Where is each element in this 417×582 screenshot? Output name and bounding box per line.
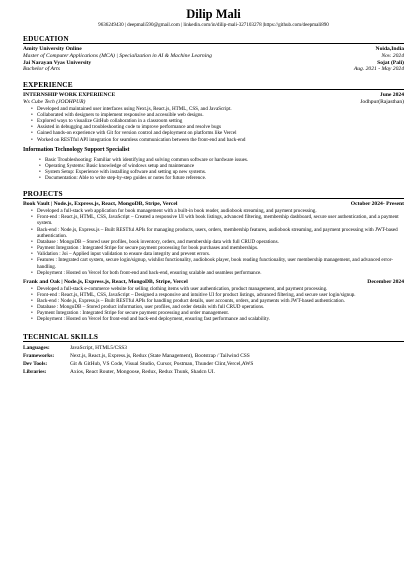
school-name: Amity University Online [23,46,82,52]
experience-heading: EXPERIENCE [23,80,73,90]
internship-date: June 2024 [379,92,404,99]
list-item: • Developed a full-stack e-commerce website for selling clothing items with user authentication, product management, and payment processing. [37,286,404,292]
list-item: • Operating Systems: Basic knowledge of windows setup and maintenance [45,163,404,169]
skill-label: Languages: [23,344,50,351]
list-item: • Payment Integration : Integrated Stripe for secure payment processing and order management. [37,310,404,316]
list-item: • Collaborated with designers to implement responsive and accessible web designs. [37,112,404,118]
list-item: • Documentation: Able to write step-by-step guides or notes for future reference. [45,175,404,181]
list-item: • Assisted in debugging and troubleshooting code to improve performance and resolve bugs [37,124,404,130]
support-heading: Information Technology Support Specialist [23,146,130,153]
school-location: Noida,India [375,46,404,52]
degree: Master of Computer Applications (MCA) | Specialization in AI & Machine Learning [23,52,212,59]
list-item: • Validation : Joi – Applied input validation to ensure data integrity and prevent errors. [37,251,404,257]
list-item: • Deployment : Hosted on Vercel for front-end and back-end deployment, ensuring fast performance and scalability. [37,316,404,322]
skill-value: Next.js, React.js, Express.js, Redux (State Management), Bootstrap / Tailwind CSS [70,352,250,359]
list-item: • Basic Troubleshooting: Familiar with identifying and solving common software or hardware issues. [45,157,404,163]
internship-bullets [23,106,404,143]
section-divider [23,198,404,199]
project-bullets [23,208,404,276]
skills-heading: TECHNICAL SKILLS [23,331,99,341]
skill-value: JavaScript, HTML5/CSS3 [70,344,127,351]
list-item: • Front-end : React.js, HTML, CSS, JavaScript – Created a responsive UI with book listings, advanced filtering, membership dashboard, secure user authentication, and a payment system. [37,214,404,226]
project-title: Frank and Oak | Node.js, Express.js, React, MongoDB, Stripe, Vercel [23,278,188,285]
list-item: • Developed a full-stack web application for book management with a built-in book reader, audiobook streaming, and payment processing. [37,208,404,214]
list-item: • Worked on RESTful API integration for seamless communication between the front-end and back-end [37,137,404,143]
list-item: • System Setup: Experience with installing software and setting up new systems. [45,169,404,175]
education-entry [23,60,404,74]
education-entry [23,46,404,60]
education-date: Aug. 2021 - May 2024 [353,66,404,73]
company-name: Ws Cube Tech (JODHPUR) [23,98,86,105]
project-title: Book Vault | Node.js, Express.js, React, MongoDB, Stripe, Vercel [23,201,178,208]
section-divider [23,341,404,342]
company-location: Jodhpur(Rajasthan) [360,98,404,105]
project-date: October 2024- Present [350,201,404,208]
school-location: Sojat (Pali) [377,59,404,66]
skill-label: Frameworks: [23,352,55,359]
skill-value: Axios, React Router, Mongoose, Redux, Redux Thunk, Shadcn UI. [70,368,215,375]
contact-line: 9636249430 | deepmali590@gmail.com | linkedin.com/in/dilip-mali-327103278 |https://github.com/deepmali890 [98,22,329,28]
education-date: Nov. 2024 [381,52,404,59]
project-bullets [23,286,404,323]
internship-heading: INTERNSHIP WORK EXPERIENCE [23,92,116,99]
list-item: • Features : Integrated cart system, secure login/signup, wishlist functionality, audiobook player, book reading functionality, user membership management, and advanced error-handling. [37,257,404,269]
projects-heading: PROJECTS [23,189,63,199]
skill-label: Libraries: [23,368,47,375]
list-item: • Database : MongoDB – Stored user profiles, book inventory, orders, and membership data with full CRUD operations. [37,239,404,245]
section-divider [23,43,404,44]
list-item: • Explored ways to visualize GitHub collaboration in a classroom setting [37,118,404,124]
list-item: • Front-end : React.js, HTML, CSS, JavaScript – Designed a responsive and intuitive UI for product listings, advanced filtering, and secure user login/signup. [37,292,404,298]
list-item: • Developed and maintained user interfaces using Next.js, React.js, HTML, CSS, and JavaScript. [37,106,404,112]
section-divider [23,89,404,90]
skill-value: Git & GitHub, VS Code, Visual Studio, Cursor, Postman, Thunder Clint,Vercel,AWS [70,360,254,367]
list-item: • Deployment : Hosted on Vercel for both front-end and back-end, ensuring scalable and seamless performance. [37,270,404,276]
list-item: • Payment Integration : Integrated Stripe for secure payment processing for book purchases and memberships. [37,245,404,251]
skills-table [23,344,404,376]
list-item: • Back-end : Node.js, Express.js – Built RESTful APIs for managing products, users, orders, membership features, audiobook streaming, and payment processing with JWT-based authentication. [37,227,404,239]
list-item: • Back-end : Node.js, Express.js – Built RESTful APIs for handling product details, user accounts, orders, and payments with JWT-based authentication. [37,298,404,304]
degree: Bachelor of Arts [23,66,60,73]
list-item: • Gained hands-on experience with Git for version control and deployment on platforms like Vercel [37,130,404,136]
project-date: December 2024 [367,278,404,285]
support-bullets [23,157,404,182]
education-heading: EDUCATION [23,34,69,43]
list-item: • Database : MongoDB – Stored product information, user profiles, and order details with full CRUD operations. [37,304,404,310]
skill-label: Dev Tools: [23,360,48,367]
school-name: Jai Narayan Vyas University [23,59,92,66]
candidate-name: Dilip Mali [186,7,241,21]
